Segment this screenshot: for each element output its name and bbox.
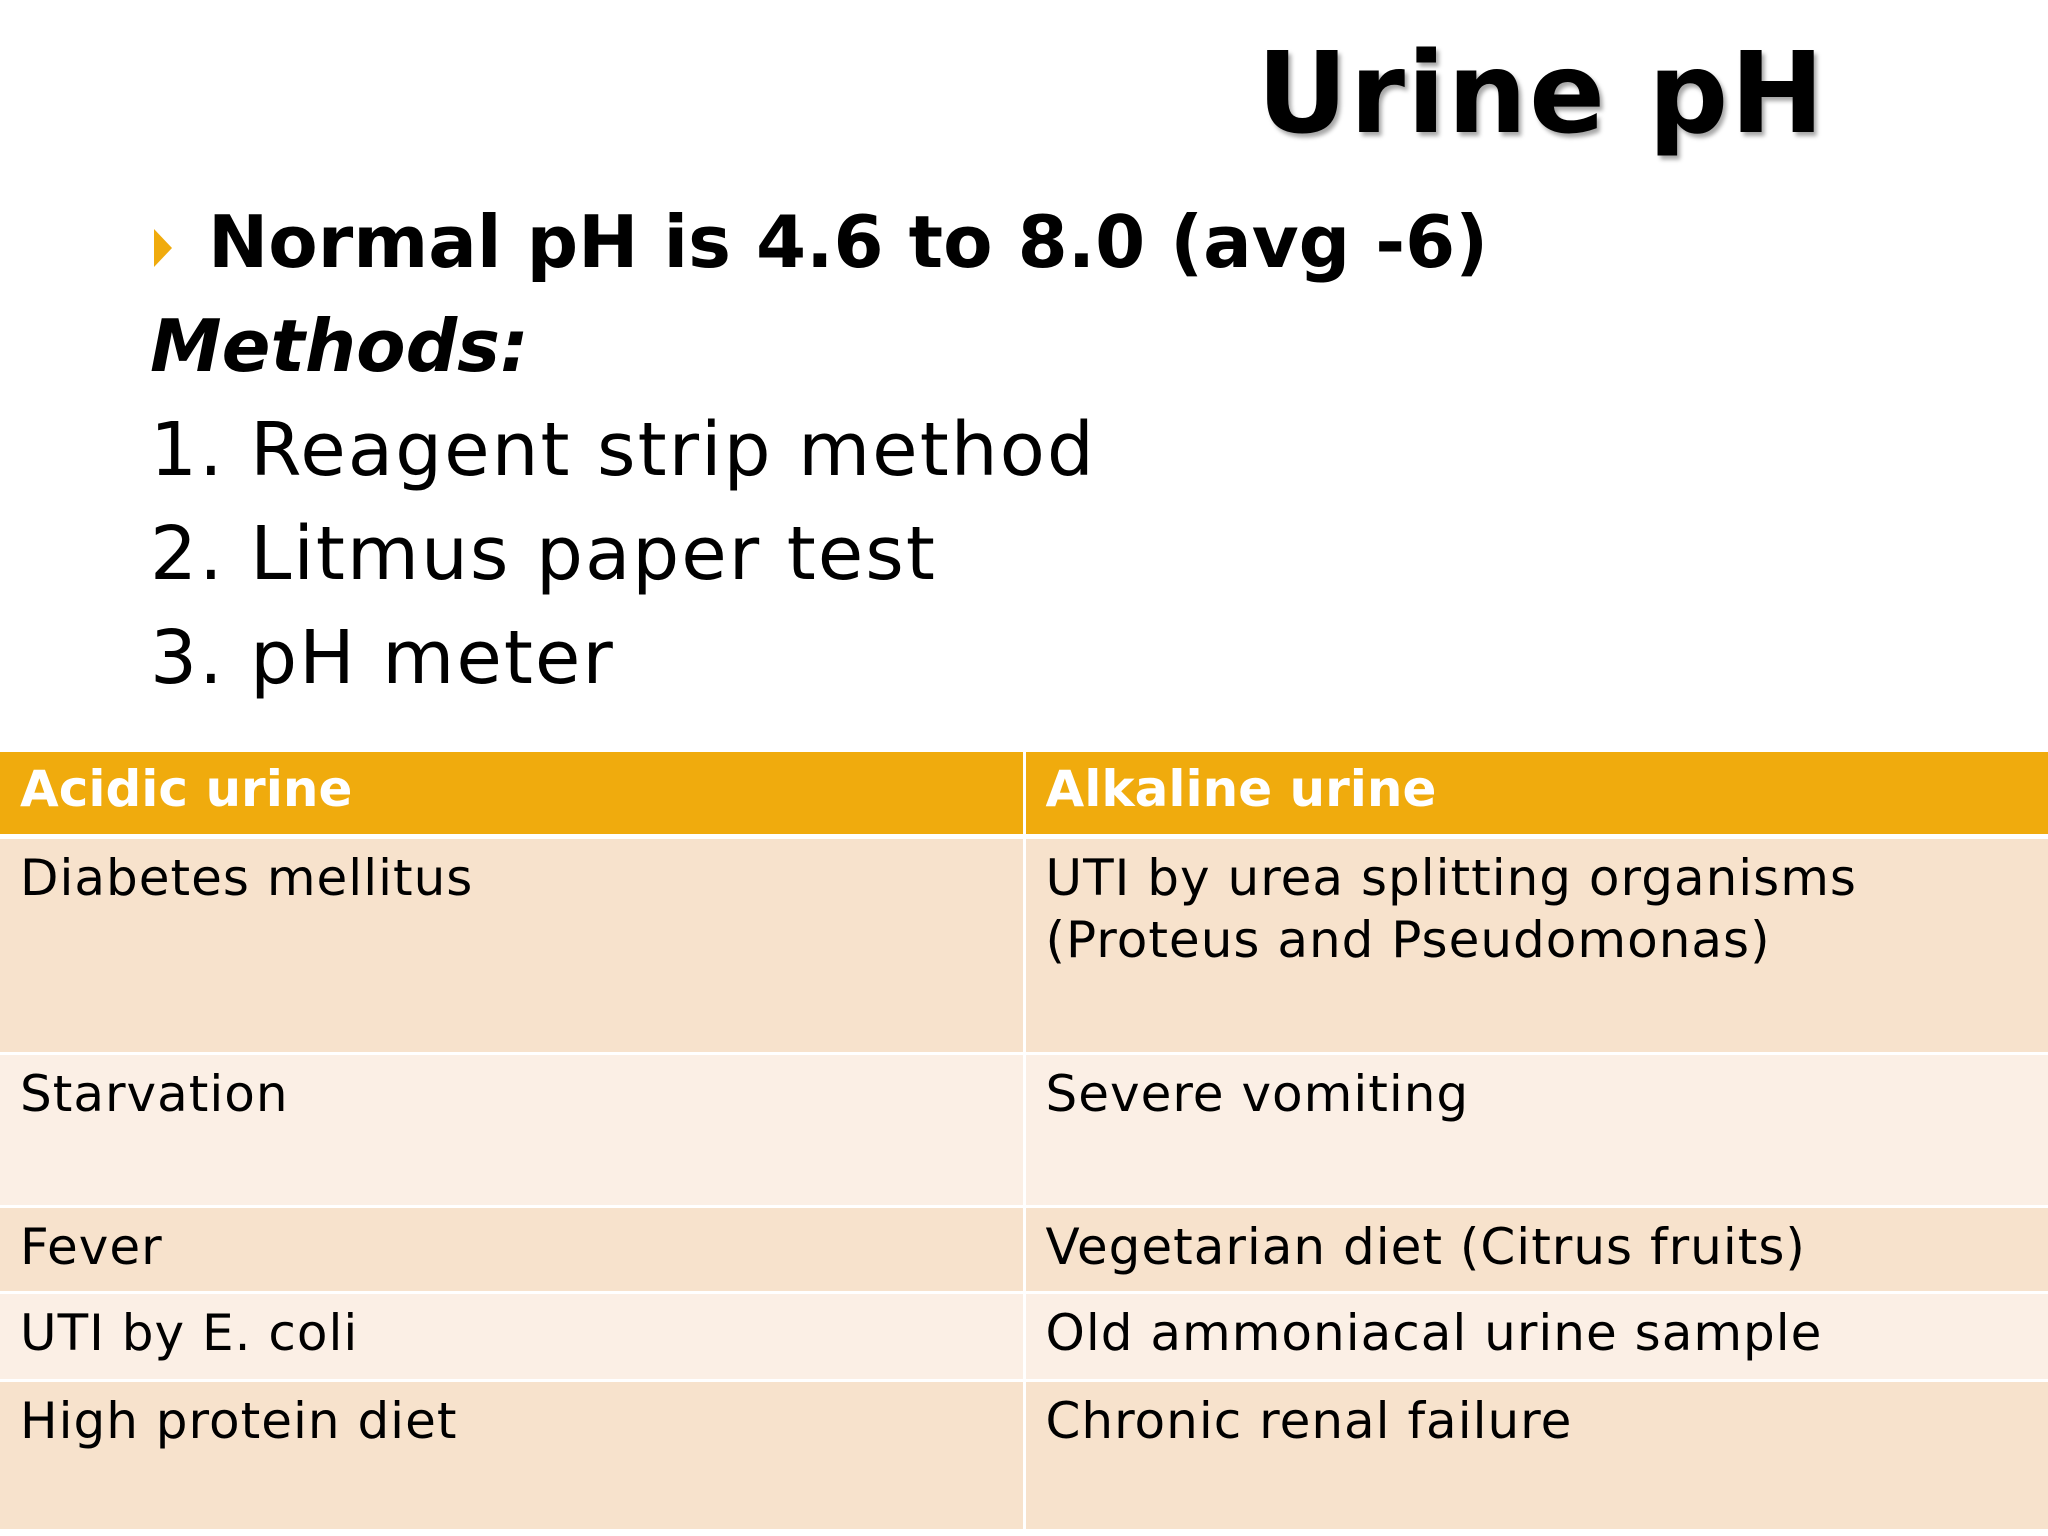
header-alkaline-urine: Alkaline urine bbox=[1024, 752, 2048, 836]
table-cell-acidic: UTI by E. coli bbox=[0, 1292, 1024, 1380]
table-cell-alkaline: UTI by urea splitting organisms (Proteus and Pseudomonas) bbox=[1024, 836, 2048, 1053]
table-row bbox=[0, 1380, 2048, 1530]
header-acidic-urine: Acidic urine bbox=[0, 752, 1024, 836]
slide-content bbox=[150, 190, 1850, 710]
methods-heading: Methods: bbox=[150, 304, 529, 388]
table-header-row bbox=[0, 752, 2048, 836]
table-row bbox=[0, 1053, 2048, 1206]
table-cell-alkaline: Vegetarian diet (Citrus fruits) bbox=[1024, 1206, 2048, 1292]
table-row bbox=[0, 1292, 2048, 1380]
table-cell-alkaline: Severe vomiting bbox=[1024, 1053, 2048, 1206]
table-cell-alkaline: Old ammoniacal urine sample bbox=[1024, 1292, 2048, 1380]
table-cell-acidic: Fever bbox=[0, 1206, 1024, 1292]
table-row bbox=[0, 1206, 2048, 1292]
triangle-right-icon bbox=[154, 229, 172, 267]
slide-title: Urine pH bbox=[1256, 29, 1826, 159]
urine-ph-table bbox=[0, 752, 2048, 1532]
bullet-text: Normal pH is 4.6 to 8.0 (avg -6) bbox=[208, 200, 1489, 284]
table-cell-alkaline: Chronic renal failure bbox=[1024, 1380, 2048, 1530]
table-cell-acidic: Starvation bbox=[0, 1053, 1024, 1206]
bullet-normal-ph bbox=[150, 190, 1850, 294]
method-item: 1. Reagent strip method bbox=[150, 407, 1096, 493]
table-cell-acidic: Diabetes mellitus bbox=[0, 836, 1024, 1053]
table-row bbox=[0, 836, 2048, 1053]
table-cell-acidic: High protein diet bbox=[0, 1380, 1024, 1530]
method-item: 2. Litmus paper test bbox=[150, 511, 937, 597]
method-item: 3. pH meter bbox=[150, 615, 615, 701]
